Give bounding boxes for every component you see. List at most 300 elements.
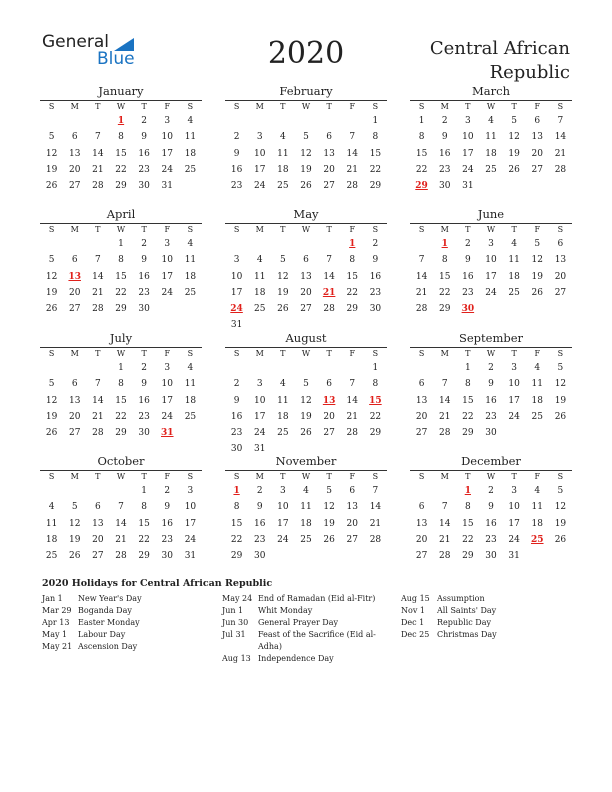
day-cell: 14 <box>92 271 104 282</box>
day-cell: 19 <box>300 164 312 175</box>
day-cell: 30 <box>438 181 451 192</box>
day-cell: 25 <box>531 411 543 422</box>
empty-cell <box>225 113 248 129</box>
day-cell: 9 <box>141 132 147 143</box>
weekday-header: T <box>141 472 147 481</box>
day-cell: 12 <box>277 271 289 282</box>
empty-cell <box>63 483 86 499</box>
holiday-day-cell: 24 <box>230 304 243 315</box>
day-cell: 21 <box>554 148 567 159</box>
weekday-header: M <box>70 102 79 111</box>
empty-cell <box>433 360 456 376</box>
day-cell: 27 <box>415 551 428 562</box>
holiday-name: Independence Day <box>258 654 334 663</box>
day-grid <box>40 101 202 194</box>
day-cell: 22 <box>415 164 428 175</box>
day-cell: 24 <box>253 181 266 192</box>
day-cell: 3 <box>233 255 240 266</box>
day-cell: 18 <box>277 411 289 422</box>
day-cell: 26 <box>300 428 312 439</box>
year-title: 2020 <box>267 36 345 71</box>
day-cell: 17 <box>253 411 266 422</box>
day-cell: 9 <box>141 255 147 266</box>
day-cell: 19 <box>508 148 520 159</box>
weekday-header: S <box>418 472 425 481</box>
month-title: February <box>279 84 333 98</box>
weekday-header: F <box>164 349 171 358</box>
empty-cell <box>225 360 248 376</box>
day-cell: 3 <box>256 132 263 143</box>
day-cell: 28 <box>92 428 104 439</box>
holiday-date: Jul 31 <box>222 630 246 639</box>
holiday-item <box>222 653 392 665</box>
day-cell: 3 <box>464 116 471 126</box>
day-cell: 11 <box>300 502 312 513</box>
day-cell: 6 <box>94 502 101 513</box>
day-cell: 26 <box>45 181 58 192</box>
holiday-name: Ascension Day <box>78 642 138 651</box>
day-cell: 27 <box>323 181 335 192</box>
holiday-day-cell: 1 <box>464 486 471 496</box>
day-cell: 18 <box>184 148 197 159</box>
weekday-header: F <box>349 102 356 111</box>
empty-cell <box>40 360 63 376</box>
weekday-header: S <box>187 102 194 111</box>
day-cell: 29 <box>462 551 474 562</box>
day-cell: 6 <box>303 255 309 266</box>
day-cell: 21 <box>346 411 358 422</box>
day-cell: 24 <box>253 428 266 439</box>
holiday-date: May 1 <box>42 630 68 639</box>
day-cell: 19 <box>45 287 58 298</box>
holiday-name: Feast of the Sacrifice (Eid al-Adha) <box>258 630 376 651</box>
day-cell: 22 <box>115 287 127 298</box>
day-cell: 16 <box>161 518 173 529</box>
day-cell: 7 <box>94 255 101 266</box>
day-cell: 21 <box>438 534 451 545</box>
day-cell: 14 <box>438 395 451 406</box>
day-cell: 25 <box>508 287 520 298</box>
day-cell: 7 <box>349 379 356 390</box>
holiday-day-cell: 13 <box>322 395 336 406</box>
day-cell: 6 <box>557 239 564 249</box>
day-cell: 20 <box>531 148 543 159</box>
holiday-column <box>401 593 571 641</box>
day-cell: 21 <box>438 411 451 422</box>
day-cell: 23 <box>253 534 266 545</box>
holiday-item <box>222 605 392 617</box>
day-cell: 9 <box>441 132 448 143</box>
day-cell: 27 <box>415 428 428 439</box>
day-cell: 6 <box>326 132 332 143</box>
day-cell: 4 <box>303 486 309 496</box>
day-cell: 23 <box>462 287 474 298</box>
day-cell: 13 <box>68 395 81 406</box>
day-cell: 3 <box>164 363 171 373</box>
day-cell: 20 <box>300 287 312 298</box>
holiday-name: End of Ramadan (Eid al-Fitr) <box>258 594 376 603</box>
day-grid <box>225 101 387 194</box>
day-cell: 30 <box>138 304 150 315</box>
day-cell: 23 <box>138 411 150 422</box>
month-june <box>410 207 572 317</box>
day-cell: 14 <box>415 271 428 282</box>
day-cell: 8 <box>441 255 448 266</box>
weekday-header: S <box>557 349 564 358</box>
holiday-item <box>222 617 392 629</box>
empty-cell <box>86 236 109 252</box>
day-cell: 14 <box>92 395 104 406</box>
day-cell: 12 <box>300 395 312 406</box>
day-cell: 13 <box>68 148 81 159</box>
day-cell: 25 <box>277 428 289 439</box>
weekday-header: S <box>233 349 240 358</box>
day-cell: 22 <box>138 534 150 545</box>
day-cell: 21 <box>346 164 358 175</box>
weekday-header: F <box>534 102 541 111</box>
empty-cell <box>433 483 456 499</box>
day-cell: 25 <box>45 551 58 562</box>
day-cell: 25 <box>184 411 197 422</box>
day-cell: 29 <box>438 304 451 315</box>
holiday-date: May 21 <box>42 642 73 651</box>
month-title: March <box>472 84 510 98</box>
empty-cell <box>271 113 294 129</box>
day-cell: 24 <box>462 164 474 175</box>
day-cell: 20 <box>68 411 81 422</box>
day-cell: 7 <box>441 379 448 390</box>
holiday-item <box>222 593 392 605</box>
day-cell: 23 <box>230 181 243 192</box>
month-title: September <box>458 331 524 345</box>
holiday-name: Boganda Day <box>78 606 132 615</box>
day-cell: 17 <box>230 287 243 298</box>
holiday-day-cell: 1 <box>117 116 125 126</box>
day-grid <box>40 471 202 564</box>
holiday-item <box>42 629 212 641</box>
day-cell: 2 <box>464 239 471 249</box>
weekday-header: M <box>70 349 79 358</box>
weekday-header: T <box>280 472 286 481</box>
holiday-column <box>222 593 392 665</box>
day-cell: 20 <box>323 164 335 175</box>
day-cell: 17 <box>485 271 497 282</box>
day-cell: 6 <box>418 502 425 513</box>
holiday-item <box>42 593 212 605</box>
day-cell: 8 <box>141 502 147 513</box>
day-cell: 22 <box>115 164 127 175</box>
day-cell: 26 <box>45 428 58 439</box>
day-cell: 24 <box>485 287 497 298</box>
day-cell: 10 <box>508 379 520 390</box>
day-cell: 10 <box>277 502 289 513</box>
day-cell: 11 <box>531 379 543 390</box>
day-cell: 14 <box>92 148 104 159</box>
day-cell: 26 <box>554 411 567 422</box>
day-cell: 11 <box>184 132 197 143</box>
day-cell: 31 <box>462 181 474 192</box>
day-cell: 5 <box>48 379 55 390</box>
day-cell: 5 <box>71 502 78 513</box>
day-cell: 27 <box>68 181 81 192</box>
month-march <box>410 84 572 194</box>
day-cell: 18 <box>253 287 266 298</box>
day-cell: 31 <box>508 551 520 562</box>
day-cell: 12 <box>68 518 81 529</box>
weekday-header: S <box>233 225 240 234</box>
day-grid <box>225 471 387 564</box>
day-cell: 10 <box>230 271 243 282</box>
month-october <box>40 454 202 564</box>
holiday-day-cell: 25 <box>531 534 544 545</box>
day-cell: 16 <box>253 518 266 529</box>
logo-text-general: General <box>42 32 109 52</box>
day-cell: 11 <box>508 255 520 266</box>
weekday-header: F <box>534 472 541 481</box>
day-cell: 3 <box>279 486 286 496</box>
weekday-header: M <box>440 349 449 358</box>
day-cell: 22 <box>462 534 474 545</box>
empty-cell <box>63 360 86 376</box>
day-cell: 13 <box>300 271 312 282</box>
day-cell: 29 <box>115 428 127 439</box>
day-cell: 19 <box>554 395 567 406</box>
day-cell: 5 <box>279 255 286 266</box>
day-cell: 20 <box>68 164 81 175</box>
day-cell: 18 <box>485 148 497 159</box>
month-title: October <box>97 454 145 468</box>
empty-cell <box>318 236 341 252</box>
day-grid <box>40 224 202 317</box>
weekday-header: T <box>511 472 517 481</box>
empty-cell <box>63 236 86 252</box>
holiday-name: General Prayer Day <box>258 618 339 627</box>
day-cell: 27 <box>323 428 335 439</box>
day-cell: 28 <box>554 164 567 175</box>
weekday-header: T <box>95 225 101 234</box>
day-cell: 7 <box>441 502 448 513</box>
empty-cell <box>271 360 294 376</box>
day-cell: 5 <box>557 486 564 496</box>
day-cell: 24 <box>161 287 173 298</box>
day-cell: 2 <box>488 363 494 373</box>
day-cell: 14 <box>115 518 127 529</box>
day-cell: 30 <box>485 428 497 439</box>
day-cell: 14 <box>346 395 358 406</box>
weekday-header: S <box>187 472 194 481</box>
day-cell: 21 <box>115 534 127 545</box>
weekday-header: S <box>233 472 240 481</box>
weekday-header: F <box>534 349 541 358</box>
day-cell: 18 <box>184 271 197 282</box>
day-cell: 28 <box>346 181 358 192</box>
empty-cell <box>271 236 294 252</box>
day-cell: 8 <box>118 379 124 390</box>
empty-cell <box>294 236 317 252</box>
day-cell: 13 <box>92 518 104 529</box>
month-may <box>225 207 387 334</box>
weekday-header: S <box>187 225 194 234</box>
day-cell: 3 <box>511 486 517 496</box>
holiday-item <box>401 629 571 641</box>
day-cell: 8 <box>118 132 124 143</box>
day-cell: 2 <box>141 239 147 249</box>
month-december <box>410 454 572 564</box>
country-line-1: Central African <box>429 38 570 59</box>
day-cell: 2 <box>141 363 147 373</box>
day-cell: 2 <box>256 486 263 496</box>
holiday-day-cell: 30 <box>461 304 475 315</box>
day-cell: 23 <box>485 534 497 545</box>
day-cell: 25 <box>184 164 197 175</box>
weekday-header: W <box>486 349 496 358</box>
weekday-header: M <box>70 225 79 234</box>
day-cell: 12 <box>323 502 335 513</box>
day-cell: 22 <box>438 287 451 298</box>
weekday-header: W <box>116 349 126 358</box>
day-cell: 20 <box>415 411 428 422</box>
day-cell: 21 <box>92 411 104 422</box>
day-cell: 13 <box>554 255 567 266</box>
day-cell: 1 <box>464 363 471 373</box>
day-cell: 25 <box>253 304 266 315</box>
day-cell: 5 <box>303 132 309 143</box>
day-cell: 12 <box>300 148 312 159</box>
weekday-header: M <box>440 225 449 234</box>
day-cell: 15 <box>115 271 127 282</box>
weekday-header: M <box>70 472 79 481</box>
day-cell: 29 <box>230 551 243 562</box>
day-cell: 19 <box>323 518 335 529</box>
holiday-day-cell: 21 <box>322 287 336 298</box>
day-cell: 2 <box>372 239 379 249</box>
day-cell: 17 <box>508 395 520 406</box>
day-cell: 24 <box>161 411 173 422</box>
day-cell: 3 <box>511 363 517 373</box>
day-cell: 17 <box>184 518 197 529</box>
empty-cell <box>294 113 317 129</box>
day-cell: 12 <box>508 132 520 143</box>
weekday-header: S <box>557 102 564 111</box>
weekday-header: M <box>255 472 264 481</box>
day-cell: 31 <box>161 181 173 192</box>
month-april <box>40 207 202 317</box>
day-cell: 5 <box>557 363 564 373</box>
empty-cell <box>341 113 364 129</box>
day-cell: 27 <box>300 304 312 315</box>
weekday-header: T <box>511 225 517 234</box>
day-cell: 8 <box>372 132 379 143</box>
country-title <box>430 37 570 85</box>
day-cell: 12 <box>45 148 58 159</box>
day-cell: 10 <box>161 255 173 266</box>
day-cell: 12 <box>531 255 543 266</box>
day-cell: 9 <box>141 379 147 390</box>
holiday-date: Apr 13 <box>42 618 70 627</box>
day-cell: 1 <box>141 486 147 496</box>
day-cell: 23 <box>438 164 451 175</box>
day-cell: 24 <box>508 534 520 545</box>
month-title: November <box>275 454 337 468</box>
day-cell: 15 <box>115 395 127 406</box>
weekday-header: M <box>255 349 264 358</box>
holiday-date: Aug 13 <box>222 654 251 663</box>
holiday-name: Christmas Day <box>437 630 497 639</box>
day-cell: 10 <box>253 148 266 159</box>
holiday-date: Dec 25 <box>401 630 430 639</box>
day-cell: 18 <box>184 395 197 406</box>
day-cell: 15 <box>230 518 243 529</box>
day-cell: 17 <box>161 148 173 159</box>
day-cell: 4 <box>279 132 286 143</box>
weekday-header: T <box>511 349 517 358</box>
weekday-header: S <box>187 349 194 358</box>
month-august <box>225 331 387 458</box>
day-cell: 4 <box>279 379 286 390</box>
weekday-header: T <box>280 102 286 111</box>
weekday-header: F <box>349 349 356 358</box>
day-cell: 13 <box>323 148 335 159</box>
day-cell: 20 <box>415 534 428 545</box>
weekday-header: T <box>95 349 101 358</box>
day-cell: 20 <box>554 271 567 282</box>
empty-cell <box>410 236 433 252</box>
day-cell: 8 <box>464 502 471 513</box>
holiday-item <box>42 617 212 629</box>
day-cell: 24 <box>508 411 520 422</box>
day-cell: 4 <box>511 239 517 249</box>
day-cell: 20 <box>68 287 81 298</box>
month-title: January <box>98 84 144 98</box>
day-cell: 15 <box>415 148 428 159</box>
holiday-name: New Year's Day <box>78 594 142 603</box>
day-cell: 11 <box>277 395 289 406</box>
holiday-item <box>42 641 212 653</box>
holiday-day-cell: 13 <box>68 271 81 282</box>
day-cell: 28 <box>323 304 335 315</box>
day-cell: 29 <box>346 304 358 315</box>
weekday-header: S <box>48 472 55 481</box>
holiday-name: All Saints' Day <box>437 606 497 615</box>
day-cell: 22 <box>369 164 382 175</box>
holiday-date: May 24 <box>222 594 253 603</box>
day-cell: 8 <box>418 132 425 143</box>
month-title: December <box>461 454 521 468</box>
empty-cell <box>86 483 109 499</box>
empty-cell <box>318 113 341 129</box>
day-cell: 28 <box>92 304 104 315</box>
empty-cell <box>341 360 364 376</box>
day-cell: 26 <box>554 534 567 545</box>
weekday-header: S <box>372 225 379 234</box>
holiday-day-cell: 1 <box>233 486 240 496</box>
month-february <box>225 84 387 194</box>
day-cell: 6 <box>418 379 425 390</box>
day-grid <box>225 224 387 334</box>
day-cell: 30 <box>485 551 497 562</box>
weekday-header: W <box>116 472 126 481</box>
holiday-name: Republic Day <box>437 618 491 627</box>
day-cell: 22 <box>369 411 382 422</box>
day-cell: 2 <box>141 116 147 126</box>
day-cell: 1 <box>372 363 379 373</box>
day-cell: 31 <box>230 320 243 331</box>
day-cell: 7 <box>557 116 564 126</box>
holiday-day-cell: 29 <box>415 181 428 192</box>
day-cell: 20 <box>323 411 335 422</box>
day-cell: 15 <box>462 518 474 529</box>
weekday-header: T <box>141 102 147 111</box>
